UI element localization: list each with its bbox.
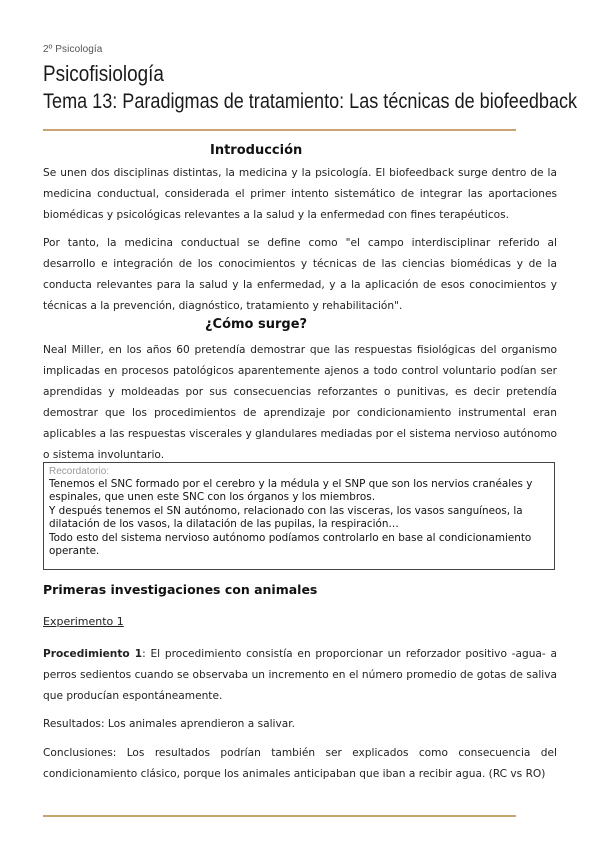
footer-divider — [43, 815, 516, 817]
document-subtitle: Tema 13: Paradigmas de tratamiento: Las técnicas de biofeedback — [43, 90, 578, 113]
reminder-box — [43, 462, 555, 570]
reminder-line-1: Tenemos el SNC formado por el cerebro y la médula y el SNP que son los nervios cranéales y espinales, que unen este SNC con los órganos y los miembros. — [49, 478, 533, 504]
experiment-title — [43, 615, 124, 628]
reminder-line-2: Y después tenemos el SN autónomo, relacionado con las visceras, los vasos sanguíneos, la dilatación de los vasos, la dilatación de las pupilas, la respiración… — [49, 504, 523, 531]
procedure-paragraph — [43, 644, 557, 707]
origin-heading: ¿Cómo surge? — [205, 317, 308, 332]
intro-paragraph-1: Se unen dos disciplinas distintas, la medicina y la psicología. El biofeedback surge dentro de la medicina conductual, considerada el primer intento sistemático de integrar las aportaciones biomédicas y psicológicas relevantes a la salud y la enfermedad con fines terapéuticos. — [43, 167, 557, 221]
procedure-text: : El procedimiento consistía en proporcionar un reforzador positivo -agua- a perros sedientos cuando se observaba un incremento en el número promedio de gotas de saliva que producían espontáneamente. — [43, 648, 557, 702]
animals-heading: Primeras investigaciones con animales — [43, 582, 318, 597]
intro-paragraph-2: Por tanto, la medicina conductual se define como "el campo interdisciplinar referido al desarrollo e integración de los conocimientos y técnicas de las ciencias biomédicas y de la conducta relevantes para la salud y la enfermedad, y a la aplicación de esos conocimientos y técnicas a la prevención, diagnóstico, tratamiento y rehabilitación". — [43, 237, 557, 312]
course-label: 2º Psicología — [43, 44, 103, 55]
procedure-label: Procedimiento 1 — [43, 648, 143, 660]
reminder-label: Recordatorio: — [49, 466, 110, 477]
intro-heading: Introducción — [210, 143, 303, 158]
reminder-line-3: Todo esto del sistema nervioso autónomo podíamos controlarlo en base al condicionamiento operante. — [49, 531, 532, 558]
conclusions-paragraph: Conclusiones: Los resultados podrían también ser explicados como consecuencia del condicionamiento clásico, porque los animales anticipaban que iban a recibir agua. (RC vs RO) — [43, 747, 557, 780]
document-title: Psicofisiología — [43, 61, 164, 86]
results-paragraph: Resultados: Los animales aprendieron a salivar. — [43, 718, 295, 730]
header-divider — [43, 129, 516, 131]
experiment-title-text: Experimento 1 — [43, 615, 124, 628]
origin-paragraph: Neal Miller, en los años 60 pretendía demostrar que las respuestas fisiológicas del organismo implicadas en procesos patológicos aparentemente ajenos a todo control voluntario podían ser aprendidas y moldeadas por sus consecuencias reforzantes o punitivas, es decir pretendía demostrar que los procedimientos de aprendizaje por condicionamiento instrumental eran aplicables a las respuestas viscerales y glandulares mediadas por el sistema nervioso autónomo o sistema involuntario. — [43, 344, 557, 461]
